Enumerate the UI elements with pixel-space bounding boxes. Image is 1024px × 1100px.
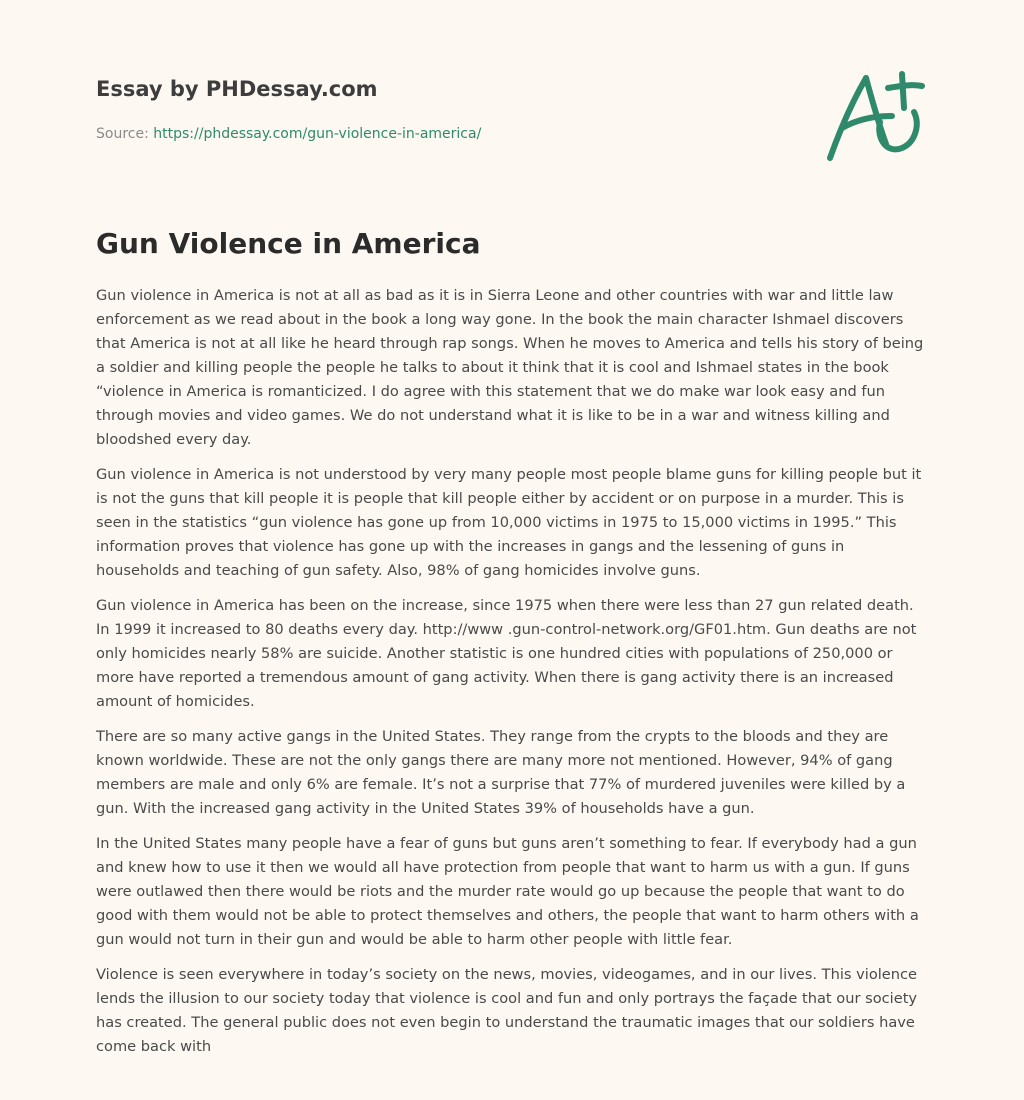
- essay-paragraph: Gun violence in America is not understood by very many people most people blame guns for killing people but it is not the guns that kill people it is people that kill people either by accident or on purpose in a murder. This is seen in the statistics “gun violence has gone up from 10,000 victims in 1975 to 15,000 victims in 1995.” This information proves that violence has gone up with the increases in gangs and the lessening of guns in households and teaching of gun safety. Also, 98% of gang homicides involve guns.: [96, 466, 922, 579]
- site-title: Essay by PHDessay.com: [96, 77, 378, 101]
- essay-paragraph: Gun violence in America is not at all as bad as it is in Sierra Leone and other countries with war and little law enforcement as we read about in the book a long way gone. In the book the main character Ishmael discovers that America is not at all like he heard through rap songs. When he moves to America and tells his story of being a soldier and killing people the people he talks to about it think that it is cool and Ishmael states in the book “violence in America is romanticized. I do agree with this statement that we do make war look easy and fun through movies and video games. We do not understand what it is like to be in a war and witness killing and bloodshed every day.: [96, 287, 924, 448]
- essay-paragraph: Violence is seen everywhere in today’s society on the news, movies, videogames, and in our lives. This violence lends the illusion to our society today that violence is cool and fun and only portrays the façade that our society has created. The general public does not even begin to understand the traumatic images that our soldiers have come back with: [96, 966, 918, 1055]
- essay-title: Gun Violence in America: [96, 227, 481, 260]
- source-line: [96, 124, 481, 144]
- source-link[interactable]: https://phdessay.com/gun-violence-in-america/: [153, 126, 482, 142]
- essay-paragraph: In the United States many people have a fear of guns but guns aren’t something to fear. If everybody had a gun and knew how to use it then we would all have protection from people that want to harm us with a gun. If guns were outlawed then there would be riots and the murder rate would go up because the people that want to do good with them would not be able to protect themselves and others, the people that want to harm others with a gun would not turn in their gun and would be able to harm other people with little fear.: [96, 835, 919, 948]
- source-label: Source:: [96, 126, 149, 142]
- page-header: [96, 74, 481, 144]
- essay-body: [96, 284, 928, 1070]
- essay-paragraph: There are so many active gangs in the United States. They range from the crypts to the bloods and they are known worldwide. These are not the only gangs there are many more not mentioned. However, 94% of gang members are male and only 6% are female. It’s not a surprise that 77% of murdered juveniles were killed by a gun. With the increased gang activity in the United States 39% of households have a gun.: [96, 728, 906, 817]
- a-plus-grade-icon: [822, 64, 932, 168]
- essay-paragraph: Gun violence in America has been on the increase, since 1975 when there were less than 27 gun related death. In 1999 it increased to 80 deaths every day. http://www .gun-control-network.org/GF01.htm. Gun deaths are not only homicides nearly 58% are suicide. Another statistic is one hundred cities with populations of 250,000 or more have reported a tremendous amount of gang activity. When there is gang activity there is an increased amount of homicides.: [96, 597, 917, 710]
